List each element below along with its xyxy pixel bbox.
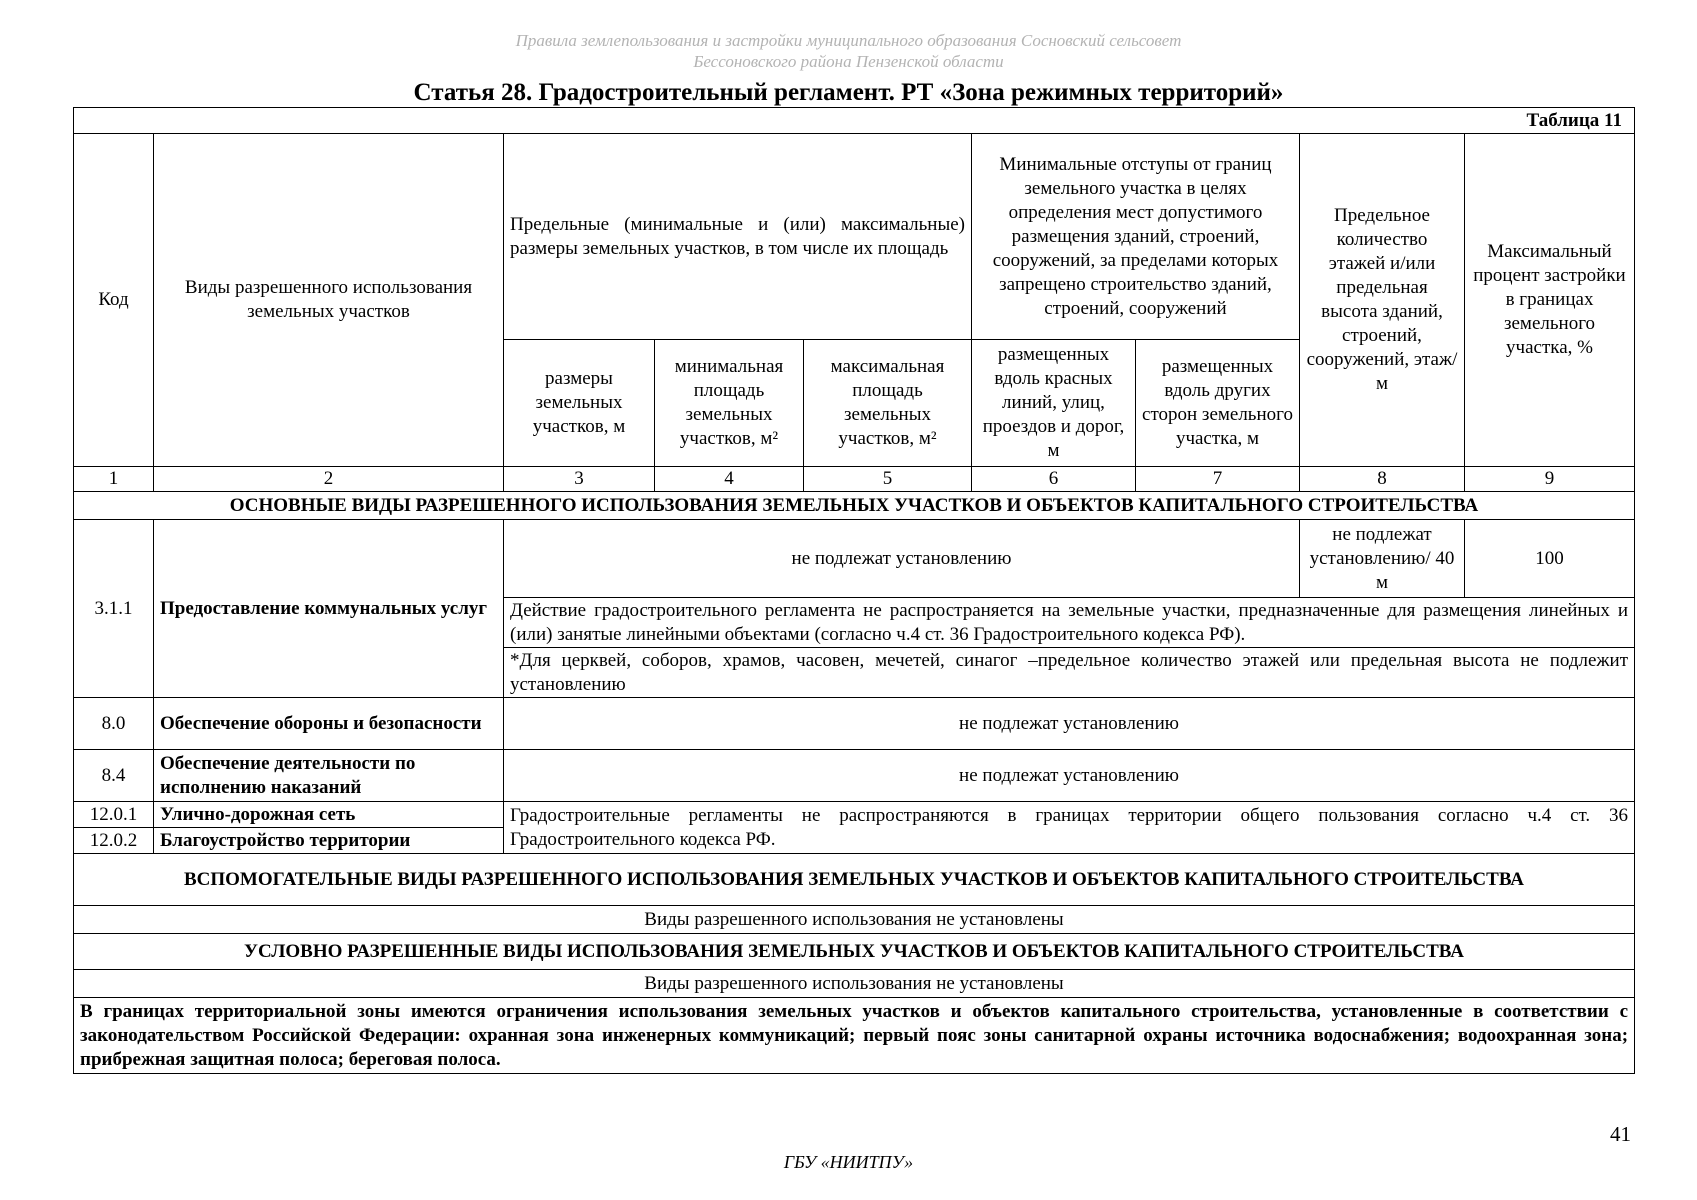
header-floors: Предельное количество этажей и/или предельная высота зданий, строений, сооружений, этаж/м: [1300, 134, 1465, 467]
row-note-churches: *Для церквей, соборов, храмов, часовен, мечетей, синагог –предельное количество этажей или предельная высота не подлежит установлению: [504, 648, 1635, 698]
regulation-table: [73, 107, 1635, 1074]
page-title: Статья 28. Градостроительный регламент. РТ «Зона режимных территорий»: [413, 79, 1284, 106]
column-number: 2: [154, 467, 504, 492]
row-code: 12.0.1: [74, 802, 154, 828]
row-percent-value: 100: [1465, 520, 1635, 598]
column-number: 3: [504, 467, 655, 492]
running-header-line-1: Правила землепользования и застройки муниципального образования Сосновский сельсовет: [515, 31, 1182, 50]
page-number: 41: [1610, 1122, 1631, 1146]
row-code: 3.1.1: [74, 520, 154, 698]
row-floors-value: не подлежат установлению/ 40 м: [1300, 520, 1465, 598]
row-name: Обеспечение обороны и безопасности: [154, 698, 504, 750]
header-sizes: размеры земельных участков, м: [504, 340, 655, 467]
row-name: Благоустройство территории: [154, 828, 504, 854]
header-sizes-group: Предельные (минимальные и (или) максимальные) размеры земельных участков, в том числе их площадь: [504, 134, 972, 340]
row-name: Улично-дорожная сеть: [154, 802, 504, 828]
header-max-percent: Максимальный процент застройки в границах земельного участка, %: [1465, 134, 1635, 467]
header-max-area: максимальная площадь земельных участков, м²: [804, 340, 972, 467]
row-code: 12.0.2: [74, 828, 154, 854]
header-red-lines: размещенных вдоль красных линий, улиц, проездов и дорог, м: [972, 340, 1136, 467]
header-other-sides: размещенных вдоль других сторон земельного участка, м: [1136, 340, 1300, 467]
section-conditional-heading: УСЛОВНО РАЗРЕШЕННЫЕ ВИДЫ ИСПОЛЬЗОВАНИЯ ЗЕМЕЛЬНЫХ УЧАСТКОВ И ОБЪЕКТОВ КАПИТАЛЬНОГО СТРОИТЕЛЬСТВА: [74, 934, 1635, 970]
row-name: Обеспечение деятельности по исполнению наказаний: [154, 750, 504, 802]
header-min-area: минимальная площадь земельных участков, м²: [655, 340, 804, 467]
section-aux-heading: ВСПОМОГАТЕЛЬНЫЕ ВИДЫ РАЗРЕШЕННОГО ИСПОЛЬЗОВАНИЯ ЗЕМЕЛЬНЫХ УЧАСТКОВ И ОБЪЕКТОВ КАПИТАЛЬНОГО СТРОИТЕЛЬСТВА: [74, 854, 1635, 906]
row-value: не подлежат установлению: [504, 750, 1635, 802]
column-number: 6: [972, 467, 1136, 492]
column-number: 7: [1136, 467, 1300, 492]
header-types: Виды разрешенного использования земельных участков: [154, 134, 504, 467]
section-aux-value: Виды разрешенного использования не установлены: [74, 906, 1635, 934]
row-sizes-value: не подлежат установлению: [504, 520, 1300, 598]
table-label: Таблица 11: [74, 108, 1635, 134]
page-footer: ГБУ «НИИТПУ»: [783, 1152, 914, 1172]
column-number: 1: [74, 467, 154, 492]
row-code: 8.0: [74, 698, 154, 750]
row-name: Предоставление коммунальных услуг: [154, 520, 504, 698]
row-note-linear-objects: Действие градостроительного регламента не распространяется на земельные участки, предназначенные для размещения линейных и (или) занятые линейными объектами (согласно ч.4 ст. 36 Градостроительного кодекса РФ).: [504, 598, 1635, 648]
row-code: 8.4: [74, 750, 154, 802]
section-conditional-value: Виды разрешенного использования не установлены: [74, 970, 1635, 998]
column-number: 9: [1465, 467, 1635, 492]
section-main-heading: ОСНОВНЫЕ ВИДЫ РАЗРЕШЕННОГО ИСПОЛЬЗОВАНИЯ ЗЕМЕЛЬНЫХ УЧАСТКОВ И ОБЪЕКТОВ КАПИТАЛЬНОГО СТРОИТЕЛЬСТВА: [74, 492, 1635, 520]
column-number: 8: [1300, 467, 1465, 492]
column-number: 4: [655, 467, 804, 492]
row-note-public-territory: Градостроительные регламенты не распространяются в границах территории общего пользования согласно ч.4 ст. 36 Градостроительного кодекса РФ.: [504, 802, 1635, 854]
header-code: Код: [74, 134, 154, 467]
header-setbacks-group: Минимальные отступы от границ земельного участка в целях определения мест допустимого размещения зданий, строений, сооружений, за пределами которых запрещено строительство зданий, строений, сооружений: [972, 134, 1300, 340]
row-value: не подлежат установлению: [504, 698, 1635, 750]
restrictions-note: В границах территориальной зоны имеются ограничения использования земельных участков и объектов капитального строительства, установленные в соответствии с законодательством Российской Федерации: охранная зона инженерных коммуникаций; первый пояс зоны санитарной охраны источника водоснабжения; водоохранная зона; прибрежная защитная полоса; береговая полоса.: [74, 998, 1635, 1074]
running-header-line-2: Бессоновского района Пензенской области: [693, 52, 1004, 71]
column-number: 5: [804, 467, 972, 492]
